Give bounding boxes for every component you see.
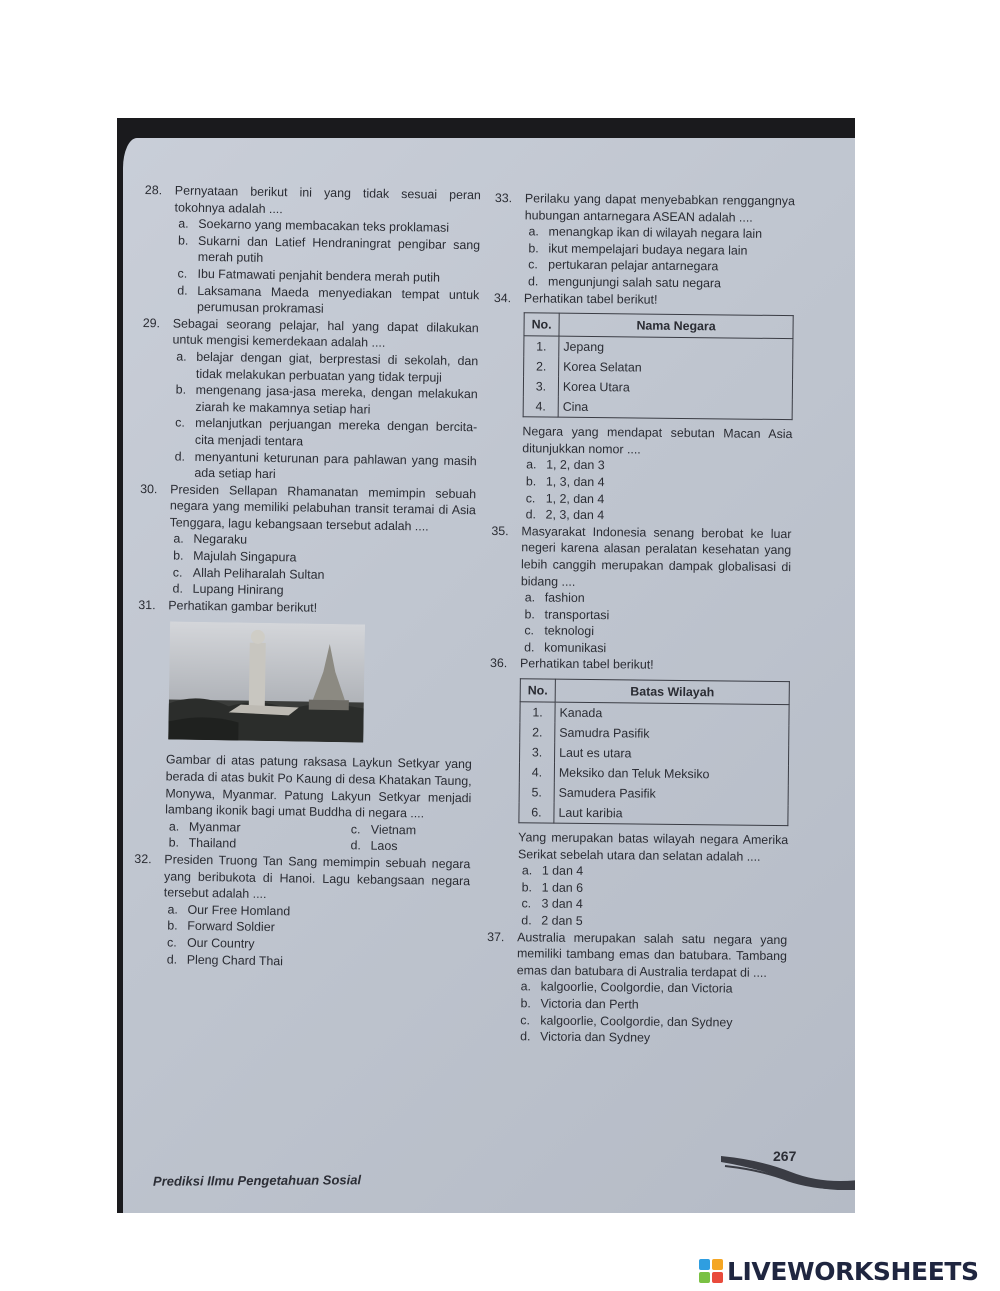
question-stem: Perhatikan tabel berikut! bbox=[523, 290, 658, 307]
question-28 bbox=[143, 182, 481, 320]
question-34 bbox=[492, 290, 794, 526]
table-row: 5. Samudera Pasifik bbox=[519, 782, 788, 805]
liveworksheets-icon bbox=[699, 1259, 723, 1283]
question-29 bbox=[140, 315, 479, 486]
option-b[interactable]: b. ikut mempelajari budaya negara lain bbox=[528, 241, 748, 258]
question-35 bbox=[490, 523, 791, 659]
option-c[interactable]: c. Our Country bbox=[166, 935, 255, 951]
question-number: 29. bbox=[142, 315, 161, 331]
question-stem: Perilaku yang dapat menyebabkan renggangnya hubungan antarnegara ASEAN adalah .... bbox=[524, 191, 795, 225]
table-row: 3. Laut es utara bbox=[520, 742, 789, 765]
table-row: 3. Korea Utara bbox=[523, 376, 792, 399]
right-column bbox=[486, 190, 795, 1048]
question-number: 35. bbox=[491, 523, 509, 538]
option-b[interactable]: b. Thailand bbox=[168, 835, 237, 851]
table-header: No. bbox=[524, 313, 559, 336]
question-number: 37. bbox=[487, 929, 505, 944]
option-b[interactable]: b. mengenang jasa-jasa mereka, dengan melakukan ziarah ke makamnya setiap hari bbox=[175, 382, 478, 417]
question-number: 32. bbox=[134, 851, 152, 867]
option-a[interactable]: a. Negaraku bbox=[173, 531, 248, 548]
question-stem: Pernyataan berikut ini yang tidak sesuai peran tokohnya adalah .... bbox=[174, 183, 481, 216]
question-stem: Sebagai seorang pelajar, hal yang dapat dilakukan untuk mengisi kemerdekaan adalah .... bbox=[172, 316, 479, 351]
option-b[interactable]: b. Forward Soldier bbox=[167, 918, 275, 935]
question-stem: Perhatikan tabel berikut! bbox=[519, 656, 654, 673]
option-b[interactable]: b. 1, 3, dan 4 bbox=[525, 474, 605, 490]
option-a[interactable]: a. Our Free Homland bbox=[167, 902, 291, 919]
page-photo bbox=[117, 118, 855, 1213]
question-stem: Presiden Truong Tan Sang memimpin sebuah negara yang beribukota di Hanoi. Lagu kebangsaan negara tersebut adalah .... bbox=[163, 852, 471, 902]
table-row: 1. Kanada bbox=[520, 702, 789, 725]
option-c[interactable]: c. Allah Peliharalah Sultan bbox=[172, 565, 325, 582]
option-d[interactable]: d. 2, 3, dan 4 bbox=[525, 507, 605, 523]
question-followup: Negara yang mendapat sebutan Macan Asia ditunjukkan nomor .... bbox=[522, 424, 793, 457]
option-c[interactable]: c. melanjutkan perjuangan mereka dengan bercita-cita menjadi tentara bbox=[175, 415, 478, 449]
image-caption: Gambar di atas patung raksasa Laykun Setkyar yang berada di atas bukit Po Kaung di desa Khatakan Taung, Monywa, Myanmar. Patung Lakyun Setkyar menjadi lambang ikonik bagi umat Buddha di negara .... bbox=[165, 752, 472, 821]
question-followup: Yang merupakan batas wilayah negara Amerika Serikat sebelah utara dan selatan adalah .... bbox=[517, 830, 789, 864]
country-table bbox=[523, 312, 794, 420]
question-number: 30. bbox=[140, 481, 158, 496]
liveworksheets-logo[interactable] bbox=[699, 1258, 979, 1284]
statue-photo bbox=[168, 622, 365, 743]
option-a[interactable]: a. fashion bbox=[524, 590, 585, 606]
question-number: 33. bbox=[494, 190, 513, 206]
standing-buddha bbox=[249, 643, 266, 707]
table-row: 6. Laut karibia bbox=[519, 802, 788, 825]
option-d[interactable]: d. Victoria dan Sydney bbox=[520, 1029, 651, 1045]
table-header: No. bbox=[520, 679, 555, 702]
option-a[interactable]: a. belajar dengan giat, berprestasi di sekolah, dan tidak melakukan perbuatan yang tidak terpuji bbox=[176, 349, 479, 385]
option-c[interactable]: c. pertukaran pelajar antarnegara bbox=[528, 257, 719, 274]
option-b[interactable]: b. transportasi bbox=[524, 607, 610, 622]
option-b[interactable]: b. Majulah Singapura bbox=[173, 548, 297, 565]
option-c[interactable]: c. 3 dan 4 bbox=[521, 896, 583, 912]
question-number: 31. bbox=[138, 597, 156, 613]
option-a[interactable]: a. Myanmar bbox=[168, 819, 241, 835]
worksheet-page bbox=[123, 138, 855, 1213]
table-row: 4. Cina bbox=[523, 396, 792, 419]
table-row: 2. Korea Selatan bbox=[524, 356, 793, 379]
brand-name: LIVEWORKSHEETS bbox=[727, 1256, 979, 1286]
option-b[interactable]: b. Sukarni dan Latief Hendraningrat pengibar sang merah putih bbox=[177, 233, 481, 266]
question-32 bbox=[133, 851, 471, 972]
question-stem: Perhatikan gambar berikut! bbox=[168, 598, 318, 615]
table-header: Batas Wilayah bbox=[555, 679, 789, 704]
option-d[interactable]: d. Lupang Hinirang bbox=[172, 581, 284, 598]
question-stem: Australia merupakan salah satu negara yang memiliki tambang emas dan batubara. Tambang emas dan batubara di Australia terdapat di .... bbox=[516, 929, 788, 980]
question-36 bbox=[487, 655, 790, 931]
option-c[interactable]: c. Vietnam bbox=[350, 822, 417, 838]
option-d[interactable]: d. komunikasi bbox=[524, 640, 607, 656]
table-header: Nama Negara bbox=[559, 313, 793, 338]
option-c[interactable]: c. Ibu Fatmawati penjahit bendera merah putih bbox=[177, 266, 441, 285]
option-d[interactable]: d. Laksamana Maeda menyediakan tempat untuk perumusan prokramasi bbox=[177, 283, 480, 316]
option-d[interactable]: d. 2 dan 5 bbox=[521, 913, 583, 928]
option-b[interactable]: b. Victoria dan Perth bbox=[520, 996, 639, 1012]
table-row: 1. Jepang bbox=[524, 336, 793, 359]
question-30 bbox=[138, 481, 476, 602]
option-a[interactable]: a. 1 dan 4 bbox=[521, 863, 584, 879]
question-31 bbox=[134, 597, 474, 856]
option-b[interactable]: b. 1 dan 6 bbox=[521, 880, 584, 895]
page-number: 267 bbox=[773, 1148, 797, 1164]
option-a[interactable]: a. menangkap ikan di wilayah negara lain bbox=[528, 224, 763, 241]
option-c[interactable]: c. teknologi bbox=[524, 623, 595, 639]
left-column bbox=[133, 182, 481, 972]
question-37 bbox=[486, 929, 787, 1048]
option-c[interactable]: c. kalgoorlie, Coolgordie, dan Sydney bbox=[520, 1012, 733, 1030]
option-d[interactable]: d. Pleng Chard Thai bbox=[166, 952, 284, 968]
question-stem: Masyarakat Indonesia senang berobat ke luar negeri karena alasan peralatan kesehatan yang lebih canggih merupakan dampak globalisasi di bidang .... bbox=[520, 524, 792, 589]
boundary-table bbox=[518, 678, 790, 826]
question-number: 36. bbox=[489, 656, 508, 671]
option-c[interactable]: c. 1, 2, dan 4 bbox=[525, 490, 605, 506]
table-row: 2. Samudra Pasifik bbox=[520, 722, 789, 745]
option-d[interactable]: d. menyantuni keturunan para pahlawan yang masih ada setiap hari bbox=[174, 449, 477, 482]
question-33 bbox=[494, 190, 795, 293]
question-number: 28. bbox=[144, 182, 163, 198]
question-stem: Presiden Sellapan Rhamanatan memimpin sebuah negara yang memiliki pelabuhan transit teramai di Asia Tenggara, lagu kebangsaan tersebut adalah .... bbox=[169, 482, 477, 534]
option-a[interactable]: a. Soekarno yang membacakan teks proklamasi bbox=[178, 216, 450, 235]
option-a[interactable]: a. 1, 2, dan 3 bbox=[526, 457, 605, 473]
option-d[interactable]: d. mengunjungi salah satu negara bbox=[527, 274, 722, 291]
book-title: Prediksi Ilmu Pengetahuan Sosial bbox=[152, 1172, 362, 1189]
question-number: 34. bbox=[493, 290, 512, 305]
option-d[interactable]: d. Laos bbox=[350, 838, 398, 854]
option-a[interactable]: a. kalgoorlie, Coolgordie, dan Victoria bbox=[520, 979, 733, 996]
table-row: 4. Meksiko dan Teluk Meksiko bbox=[519, 762, 788, 785]
